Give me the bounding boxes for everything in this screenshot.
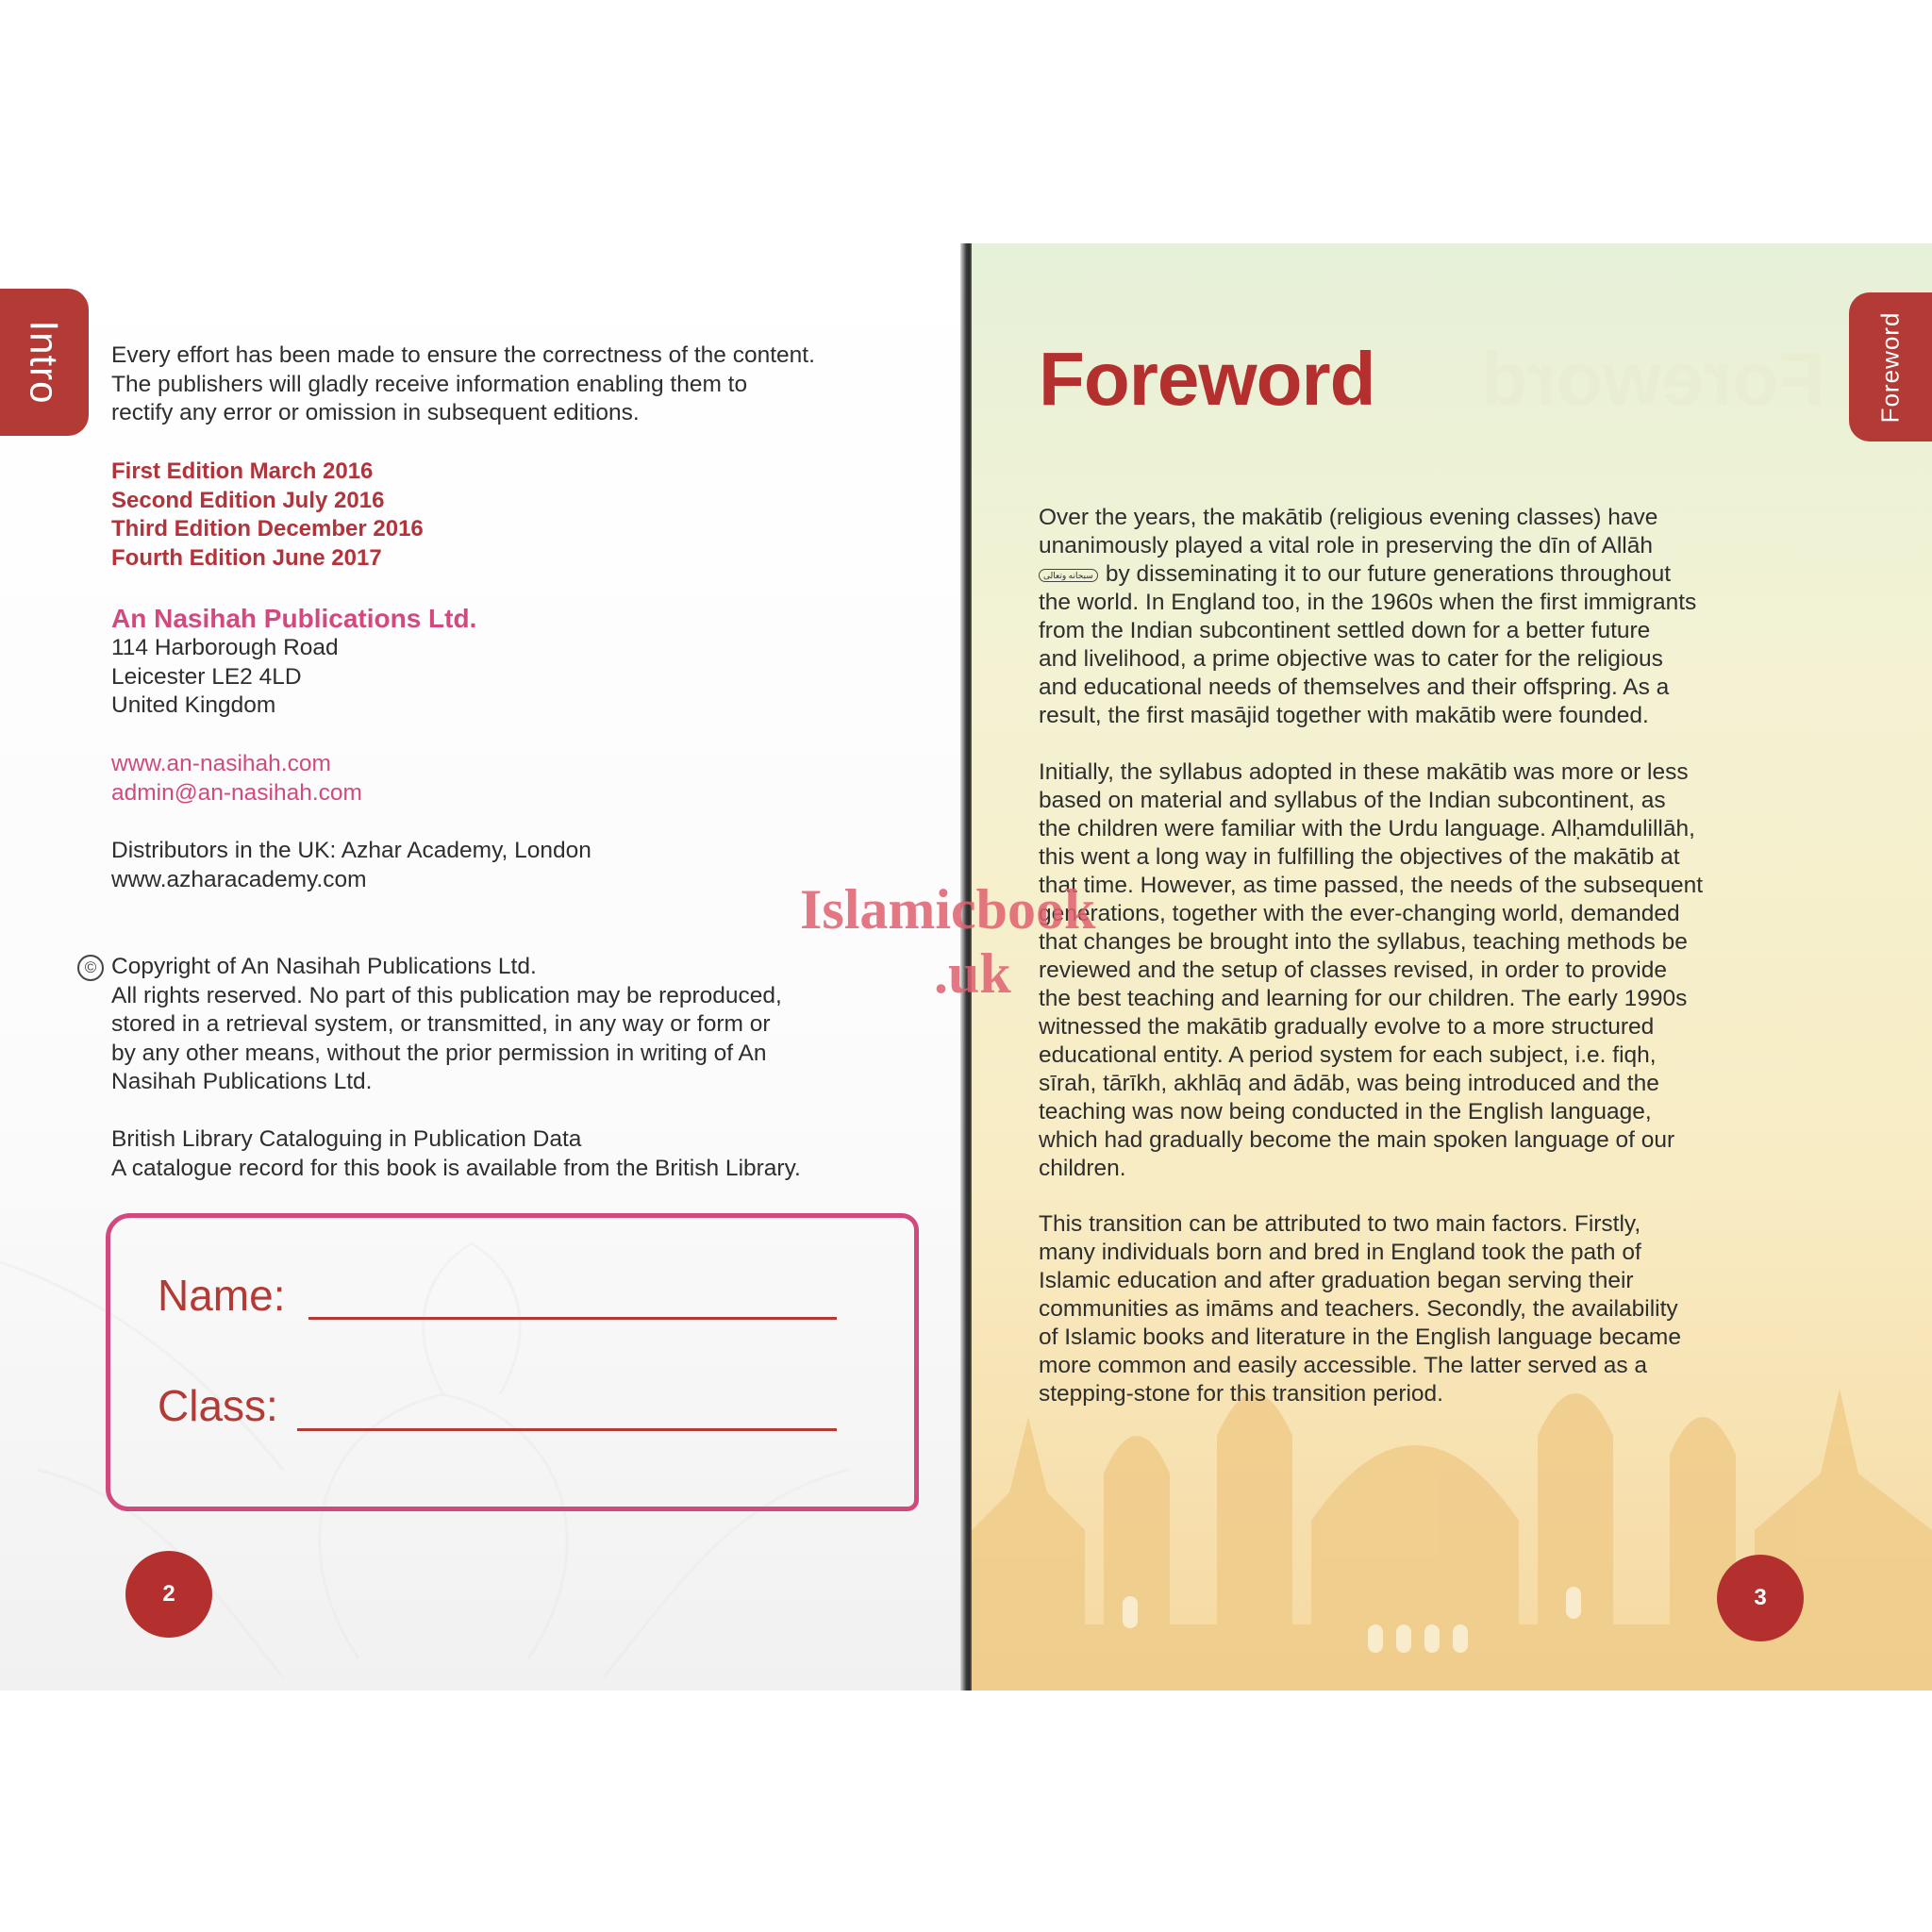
website-link[interactable]: www.an-nasihah.com [111,751,331,776]
page-number-right: 3 [1717,1555,1804,1641]
paragraph-line-text: by disseminating it to our future generations throughout [1105,561,1672,587]
publisher-name: An Nasihah Publications Ltd. [111,604,477,633]
class-field[interactable] [297,1428,837,1431]
cataloguing-line: A catalogue record for this book is available from the British Library. [111,1155,801,1181]
right-page [972,243,1932,1690]
copyright-line: stored in a retrieval system, or transmitted, in any way or form or [111,1011,771,1037]
paragraph-line: from the Indian subcontinent settled down for a better future [1039,618,1651,643]
edition-item: Fourth Edition June 2017 [111,544,382,571]
paragraph-line: sīrah, tārīkh, akhlāq and ādāb, was being introduced and the [1039,1071,1659,1096]
paragraph-line: educational entity. A period system for each subject, i.e. fiqh, [1039,1042,1657,1068]
copyright-line: Copyright of An Nasihah Publications Ltd. [111,954,537,979]
paragraph-line: Initially, the syllabus adopted in these makātib was more or less [1039,759,1689,785]
paragraph-line: generations, together with the ever-changing world, demanded [1039,901,1680,926]
paragraph-line: and educational needs of themselves and their offspring. As a [1039,675,1670,700]
name-field[interactable] [308,1317,837,1320]
disclaimer [111,341,815,428]
paragraph-line: reviewed and the setup of classes revised, in order to provide [1039,958,1667,983]
paragraph-line: many individuals born and bred in England took the path of [1039,1240,1641,1265]
disclaimer-line: Every effort has been made to ensure the correctness of the content. [111,342,815,368]
publisher-links [111,750,362,808]
copyright-line: Nasihah Publications Ltd. [111,1069,373,1094]
foreword-paragraph-3 [1039,1210,1850,1408]
copyright-line: All rights reserved. No part of this publication may be reproduced, [111,982,782,1008]
paragraph-line: Islamic education and after graduation began serving their [1039,1268,1634,1293]
paragraph-line: the world. In England too, in the 1960s when the first immigrants [1039,590,1697,615]
paragraph-line: based on material and syllabus of the Indian subcontinent, as [1039,788,1666,813]
copyright-notice [111,953,782,1097]
left-page [0,243,966,1690]
email-link[interactable]: admin@an-nasihah.com [111,779,362,806]
paragraph-line: which had gradually become the main spoken language of our [1039,1127,1675,1153]
paragraph-line: the children were familiar with the Urdu language. Alḥamdulillāh, [1039,816,1695,841]
foreword-title: Foreword [1039,337,1375,421]
paragraph-line: Over the years, the makātib (religious evening classes) have [1039,505,1658,530]
address-line: United Kingdom [111,692,276,718]
edition-item: Third Edition December 2016 [111,516,424,541]
paragraph-line: result, the first masājid together with makātib were founded. [1039,703,1649,728]
address-line: Leicester LE2 4LD [111,663,302,690]
distributor-line: www.azharacademy.com [111,866,367,892]
foreword-tab [1849,292,1932,441]
paragraph-line: children. [1039,1156,1126,1181]
intro-tab-label: Intro [22,320,67,405]
publisher-address [111,634,339,721]
distributor-line: Distributors in the UK: Azhar Academy, London [111,838,591,863]
copyright-icon: © [77,955,104,981]
address-line: 114 Harborough Road [111,635,339,660]
page-number-left: 2 [125,1551,212,1638]
watermark-line2: .uk [934,942,1011,1005]
name-label: Name: [158,1271,286,1320]
paragraph-line: This transition can be attributed to two main factors. Firstly, [1039,1211,1641,1237]
editions-list [111,458,424,573]
paragraph-line: of Islamic books and literature in the English language became [1039,1324,1681,1350]
edition-item: Second Edition July 2016 [111,487,385,513]
paragraph-line [1039,560,1850,589]
foreword-paragraph-1 [1039,504,1850,730]
paragraph-line: this went a long way in fulfilling the objectives of the makātib at [1039,844,1680,870]
honorific-badge: سبحانه وتعالى [1039,569,1098,582]
paragraph-line: that time. However, as time passed, the needs of the subsequent [1039,873,1704,898]
paragraph-line: and livelihood, a prime objective was to cater for the religious [1039,646,1663,672]
disclaimer-line: The publishers will gladly receive information enabling them to [111,371,748,397]
paragraph-line: communities as imāms and teachers. Secondly, the availability [1039,1296,1678,1322]
disclaimer-line: rectify any error or omission in subsequent editions. [111,400,640,425]
paragraph-line: witnessed the makātib gradually evolve to a more structured [1039,1014,1655,1040]
cataloguing-line: British Library Cataloguing in Publication Data [111,1126,582,1152]
paragraph-line: unanimously played a vital role in preserving the dīn of Allāh [1039,533,1653,558]
watermark-line1: Islamicbook [800,878,1096,941]
paragraph-line: more common and easily accessible. The latter served as a [1039,1353,1648,1378]
paragraph-line: that changes be brought into the syllabus, teaching methods be [1039,929,1688,955]
foreword-tab-label: Foreword [1875,311,1905,423]
foreword-paragraph-2 [1039,758,1850,1183]
copyright-line: by any other means, without the prior permission in writing of An [111,1040,767,1066]
paragraph-line: the best teaching and learning for our children. The early 1990s [1039,986,1688,1011]
intro-tab [0,289,89,436]
distributors [111,837,591,894]
cataloguing-info [111,1125,801,1183]
foreword-title-ghost: Foreword [1481,337,1825,421]
paragraph-line: stepping-stone for this transition period. [1039,1381,1443,1407]
name-class-box [106,1213,919,1511]
edition-item: First Edition March 2016 [111,458,374,484]
paragraph-line: teaching was now being conducted in the English language, [1039,1099,1652,1124]
class-label: Class: [158,1381,278,1430]
